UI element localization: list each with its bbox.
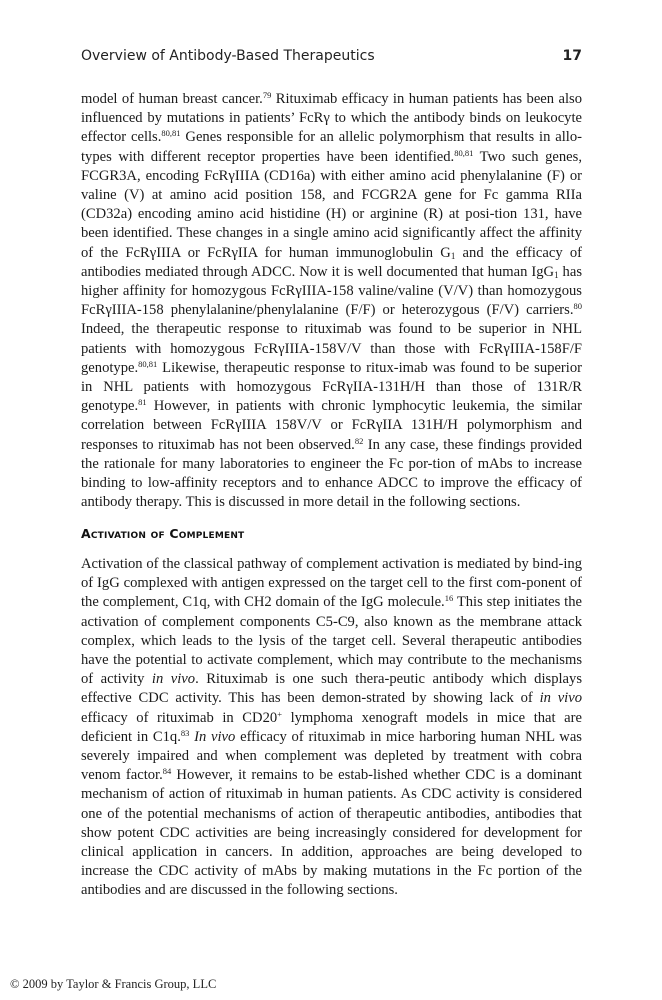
italic-text: in vivo — [539, 690, 583, 707]
citation-ref: 82 — [354, 435, 364, 446]
running-title: Overview of Antibody-Based Therapeutics — [81, 48, 375, 64]
subscript: 1 — [554, 269, 559, 280]
citation-ref: 80,81 — [161, 128, 181, 139]
citation-ref: 80,81 — [138, 358, 158, 369]
citation-ref: 80 — [573, 301, 582, 312]
citation-ref: 84 — [162, 766, 172, 777]
citation-ref: 79 — [262, 90, 272, 100]
italic-text: in vivo — [151, 671, 196, 688]
paragraph-text: Activation of the classical pathway of complement activation is mediated by bind-ing of IgG complexed with antigen expressed on the target cell to the first com-ponent of the complement, C1q, with CH2 domain of the IgG molecule.$^{16}$ This step initiates the activation of complement components C5-C9, also known as the membrane attack complex, which leads to the lysis of the target cell. Several therapeutic antibodies have the potential to activate complement, which may contribute to the mechanisms of activity in vivo. Rituximab is one such thera-peutic antibody which displays effective CDC activity. This has been demon-strated by showing lack of in vivo efficacy of rituximab in CD20+ lymphoma xenograft models in mice that are deficient in C1q.$^{83}$ In vivo efficacy of rituximab in mice harboring human NHL was severely impaired and when complement was depleted by treatment with cobra venom factor.$^{84}$ However, it remains to be estab-lished whether CDC is a dominant mechanism of action of rituximab in human patients. As CDC activity is considered one of the potential mechanisms of action of therapeutic antibodies, antibodies that show potent CDC activities are being increasingly considered for development for clinical application in cancers. In addition, approaches are being developed to increase the CDC activity of mAbs by making mutations in the Fc portion of the antibodies and are discussed in the following sections. — [81, 556, 583, 899]
paragraph-complement — [81, 555, 582, 901]
superscript: + — [277, 708, 282, 719]
page-number: 17 — [562, 48, 582, 64]
copyright-footer: © 2009 by Taylor & Francis Group, LLC — [10, 977, 217, 991]
citation-ref: 81 — [138, 397, 147, 408]
section-heading: Activation of Complement — [81, 526, 245, 541]
citation-ref: 16 — [444, 593, 454, 604]
citation-ref: 83 — [180, 727, 190, 738]
subscript: 1 — [450, 250, 456, 261]
citation-ref: 80,81 — [454, 147, 474, 158]
running-header — [81, 48, 582, 68]
italic-text: In vivo — [194, 728, 236, 745]
paragraph-text: model of human breast cancer.$^{79}$ Rituximab efficacy in human patients has been also influenced by mutations in patients’ FcRγ to which the antibody binds on leukocyte effector cells.$^{80,81}$ Genes responsible for an allelic polymorphism that results in allo-types with different receptor properties have been identified.$^{80,81}$ Two such genes, FCGR3A, encoding FcRγIIIA (CD16a) with either amino acid phenylalanine (F) or valine (V) at amino acid position 158, and FCGR2A gene for Fc gamma RIIa (CD32a) encoding amino acid histidine (H) or arginine (R) at posi-tion 131, have been identified. These changes in a single amino acid significantly affect the affinity of the FcRγIIIA or FcRγIIA for human immunoglobulin $G_1$ and the efficacy of antibodies mediated through ADCC. Now it is well documented that human IgG$_1$ has higher affinity for homozygous FcRγIIIA-158 valine/valine (V/V) than homozygous FcRγIIIA-158 phenylalanine/phenylalanine (F/F) or heterozygous (F/V) carriers.$^{80}$ Indeed, the therapeutic response to rituximab was found to be superior in NHL patients with homozygous FcRγIIIA-158V/V than those with FcRγIIIA-158F/F genotype.$^{80,81}$ Likewise, therapeutic response to ritux-imab was found to be superior in NHL patients with homozygous FcRγIIA-131H/H than those of 131R/R genotype.$^{81}$ However, in patients with chronic lymphocytic leukemia, the similar correlation between FcRγIIIA 158V/V or FcRγIIA 131H/H polymorphism and responses to rituximab has not been observed.$^{82}$ In any case, these findings provided the rationale for many laboratories to engineer the Fc por-tion of mAbs to increase binding to low-affinity receptors and to enhance ADCC to improve the efficacy of antibody therapy. This is discussed in more detail in the following sections. — [81, 90, 583, 511]
paragraph-fcr-polymorphism — [81, 90, 582, 512]
